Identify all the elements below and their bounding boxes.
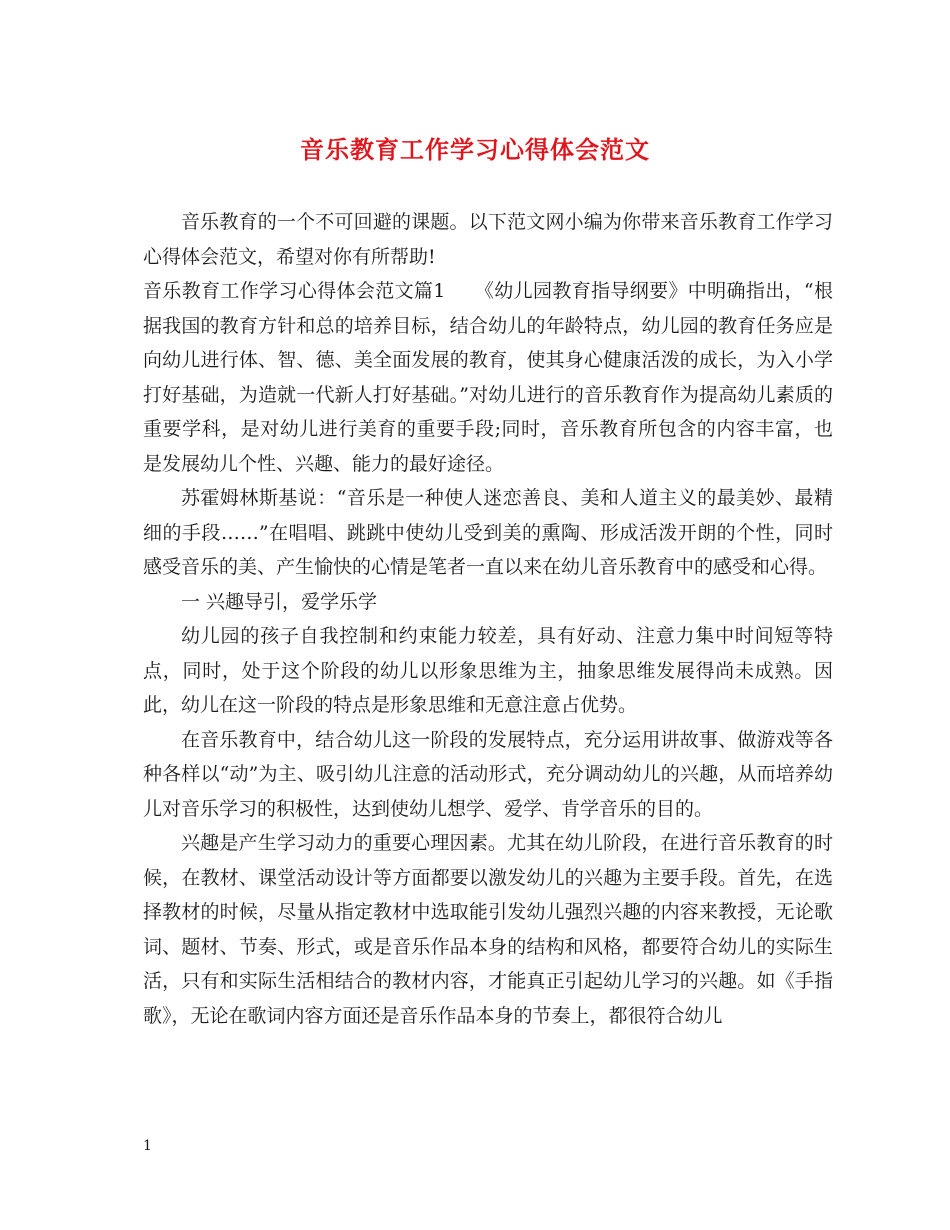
body-paragraph: 在音乐教育中，结合幼儿这一阶段的发展特点，充分运用讲故事、做游戏等各种各样以“动”为主、吸引幼儿注意的活动形式，充分调动幼儿的兴趣，从而培养幼儿对音乐学习的积极性，达到使幼儿想学、爱学、肯学音乐的目的。: [143, 728, 833, 820]
body-paragraph: 兴趣是产生学习动力的重要心理因素。尤其在幼儿阶段，在进行音乐教育的时候，在教材、课堂活动设计等方面都要以激发幼儿的兴趣为主要手段。首先，在选择教材的时候，尽量从指定教材中选取能引发幼儿强烈兴趣的内容来教授，无论歌词、题材、节奏、形式，或是音乐作品本身的结构和风格，都要符合幼儿的实际生活，只有和实际生活相结合的教材内容，才能真正引起幼儿学习的兴趣。如《手指歌》，无论在歌词内容方面还是音乐作品本身的节奏上，都很符合幼儿: [143, 832, 833, 1027]
document-title: 音乐教育工作学习心得体会范文: [300, 135, 650, 164]
article-1-paragraph: 音乐教育工作学习心得体会范文篇1 《幼儿园教育指导纲要》中明确指出，“根据我国的教育方针和总的培养目标，结合幼儿的年龄特点，幼儿园的教育任务应是向幼儿进行体、智、德、美全面发展的教育，使其身心健康活泼的成长，为入小学打好基础，为造就一代新人打好基础。”对幼儿进行的音乐教育作为提高幼儿素质的重要学科，是对幼儿进行美育的重要手段;同时，音乐教育所包含的内容丰富，也是发展幼儿个性、兴趣、能力的最好途径。: [143, 280, 833, 475]
body-paragraph: 幼儿园的孩子自我控制和约束能力较差，具有好动、注意力集中时间短等特点，同时，处于这个阶段的幼儿以形象思维为主，抽象思维发展得尚未成熟。因此，幼儿在这一阶段的特点是形象思维和无意注意占优势。: [143, 625, 833, 716]
document-body: [143, 205, 833, 1033]
intro-paragraph: 音乐教育的一个不可回避的课题。以下范文网小编为你带来音乐教育工作学习心得体会范文，希望对你有所帮助!: [143, 211, 833, 268]
section-heading: 一 兴趣导引，爱学乐学: [181, 590, 378, 613]
quote-paragraph: 苏霍姆林斯基说：“音乐是一种使人迷恋善良、美和人道主义的最美妙、最精细的手段……”在唱唱、跳跳中使幼儿受到美的熏陶、形成活泼开朗的个性，同时感受音乐的美、产生愉快的心情是笔者一直以来在幼儿音乐教育中的感受和心得。: [143, 487, 833, 578]
page-number: 1: [143, 1138, 152, 1154]
